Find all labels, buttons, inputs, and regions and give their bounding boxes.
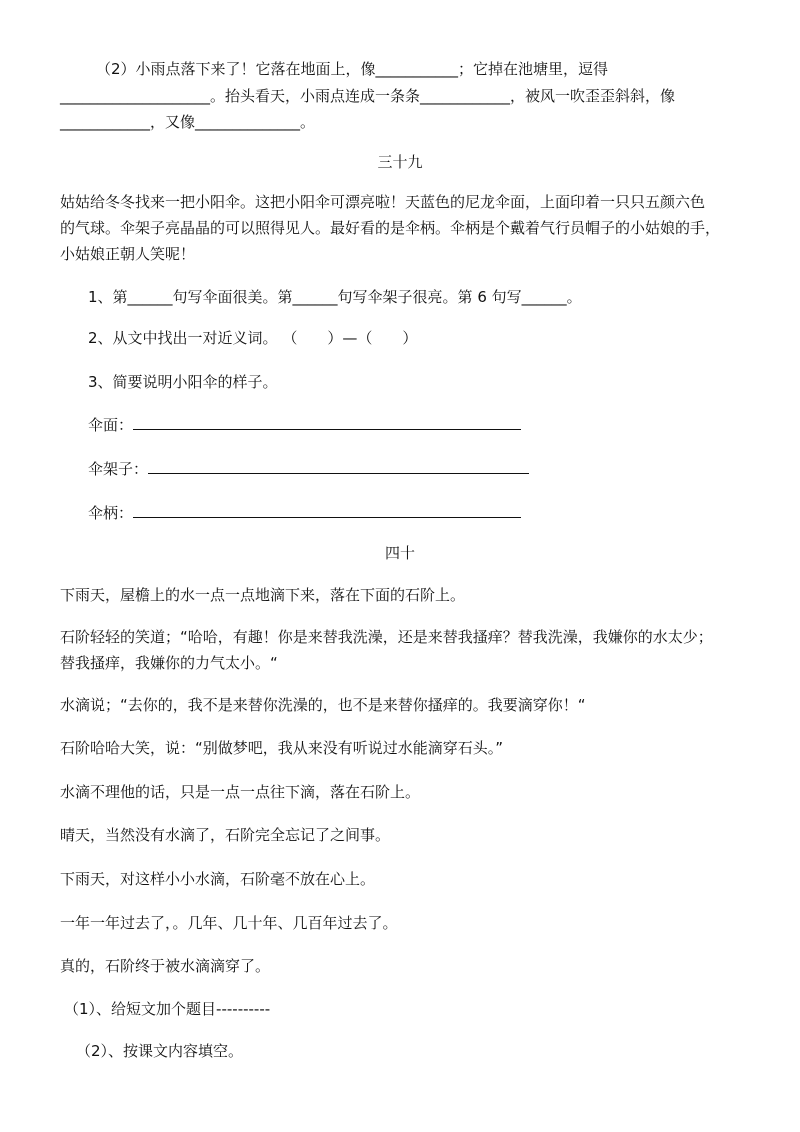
passage-39-line-2: 的气球。伞架子亮晶晶的可以照得见人。最好看的是伞柄。伞柄是个戴着气行员帽子的小姑娘的手， [60,219,721,237]
section-40-title: 四十 [384,544,415,562]
passage-40-para-9: 真的，石阶终于被水滴滴穿了。 [60,957,271,975]
passage-40-para-2-line-2: 替我搔痒，我嫌你的力气太小。“ [60,654,278,672]
passage-39-line-3: 小姑娘正朝人笑呢！ [60,245,196,263]
answer-label: 伞柄： [88,504,134,522]
passage-40-para-3: 水滴说；“去你的，我不是来替你洗澡的，也不是来替你搔痒的。我要滴穿你！“ [60,696,586,714]
answer-field-canopy[interactable] [88,414,521,436]
passage-40-para-4: 石阶哈哈大笑，说：“别做梦吧，我从来没有听说过水能滴穿石头。” [60,739,504,757]
passage-40-para-2-line-1: 石阶轻轻的笑道；“哈哈，有趣！你是来替我洗澡，还是来替我搔痒？替我洗澡，我嫌你的水太少； [60,628,713,646]
passage-40-para-8: 一年一年过去了，。几年、几十年、几百年过去了。 [60,914,398,932]
question-39-2: 2、从文中找出一对近义词。 （ ）—（ ） [88,329,418,347]
passage-40-para-6: 晴天，当然没有水滴了，石阶完全忘记了之间事。 [60,826,391,844]
q2-line-2: ____________________。抬头看天，小雨点连成一条条____________，被风一吹歪歪斜斜，像 [60,87,676,105]
q2-line-3: ____________，又像______________。 [60,113,316,131]
answer-blank[interactable] [133,502,521,518]
passage-39-line-1: 姑姑给冬冬找来一把小阳伞。这把小阳伞可漂亮啦！天蓝色的尼龙伞面，上面印着一只只五颜六色 [60,193,706,211]
question-40-2: （2）、按课文内容填空。 [76,1042,244,1060]
passage-40-para-7: 下雨天，对这样小小水滴，石阶毫不放在心上。 [60,870,376,888]
answer-label: 伞面： [88,416,134,434]
passage-40-para-5: 水滴不理他的话，只是一点一点往下滴，落在石阶上。 [60,783,421,801]
passage-40-para-1: 下雨天，屋檐上的水一点一点地滴下来，落在下面的石阶上。 [60,586,466,604]
answer-field-handle[interactable] [88,502,521,524]
q2-line-1: （2）小雨点落下来了！它落在地面上，像___________；它掉在池塘里，逗得 [96,60,609,78]
question-40-1: （1）、给短文加个题目---------- [64,1000,271,1018]
section-39-title: 三十九 [377,153,423,171]
answer-blank[interactable] [133,414,521,430]
question-39-3: 3、简要说明小阳伞的样子。 [88,373,278,391]
answer-label: 伞架子： [88,460,149,478]
question-39-1: 1、第______句写伞面很美。第______句写伞架子很亮。第 6 句写______。 [88,288,582,306]
answer-field-frame[interactable] [88,458,529,480]
answer-blank[interactable] [148,458,529,474]
